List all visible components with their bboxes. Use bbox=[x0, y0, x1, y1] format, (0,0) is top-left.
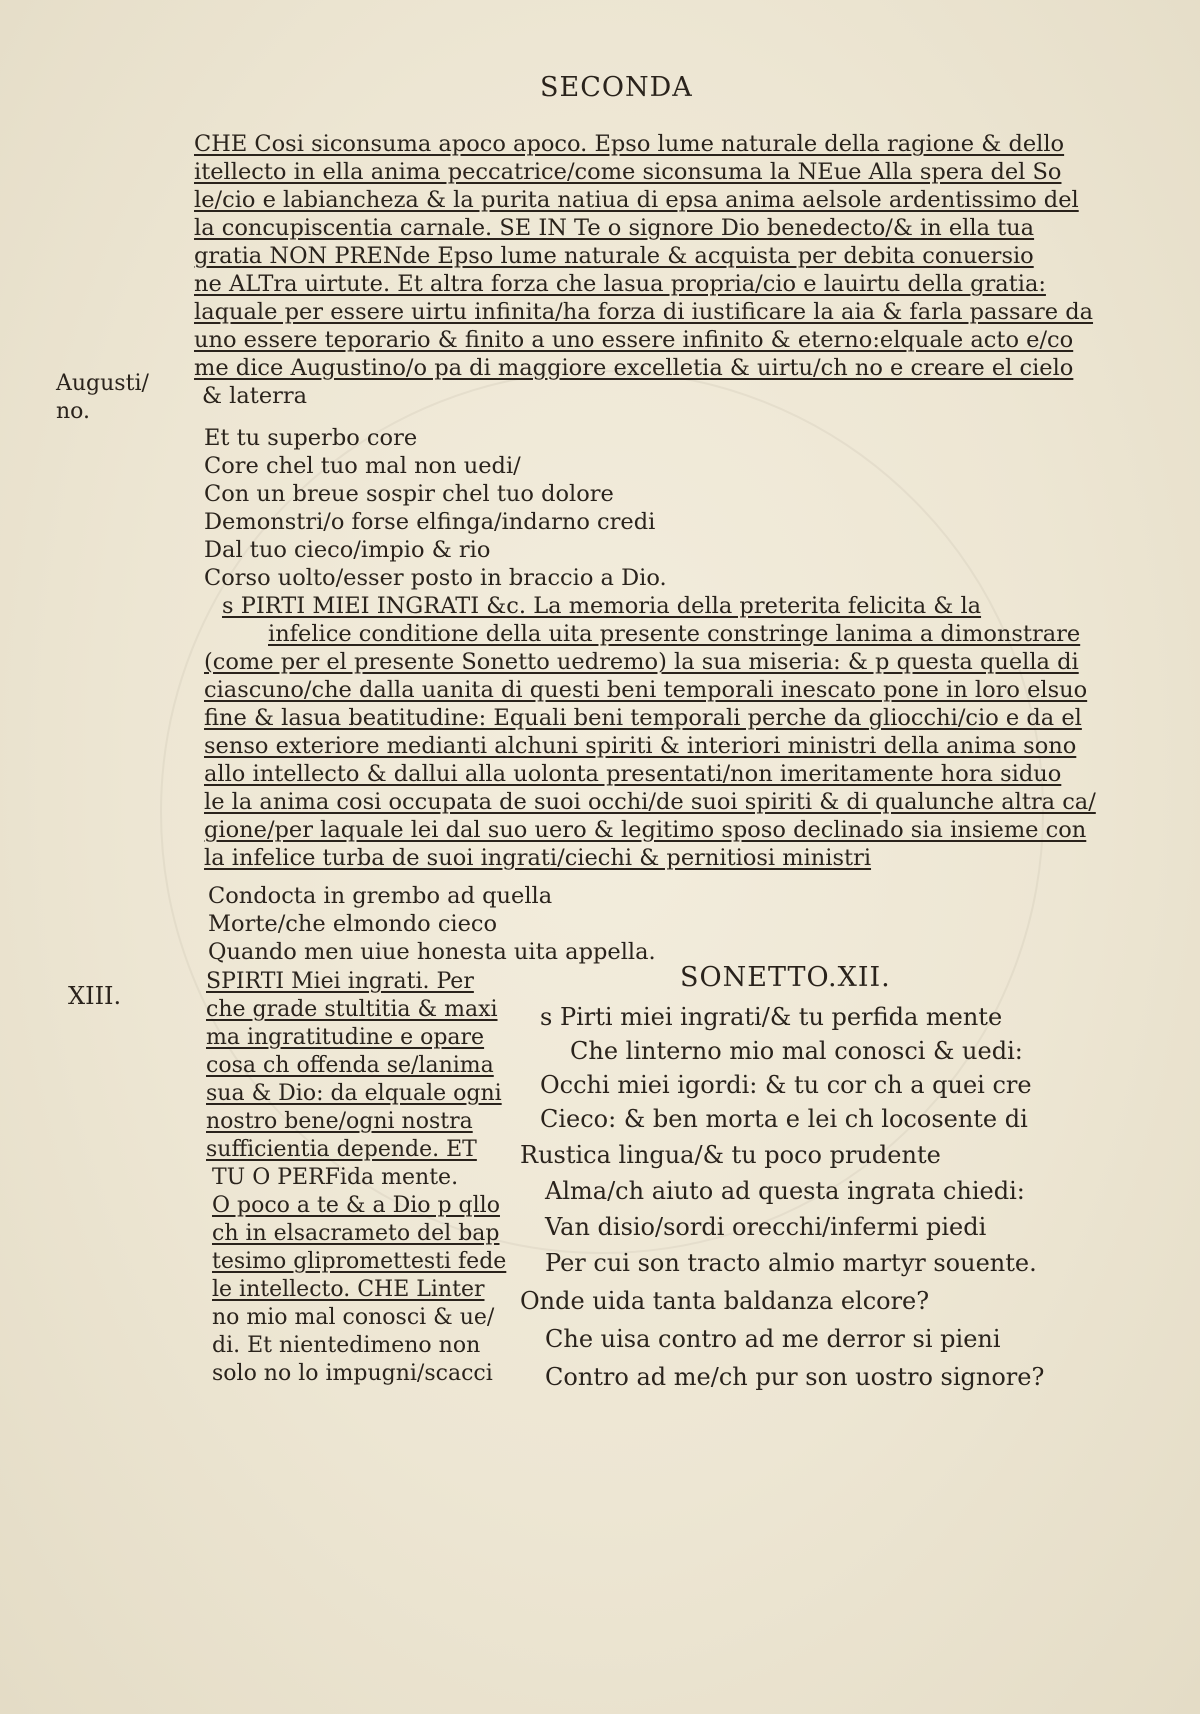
text-line: le la anima cosi occupata de suoi occhi/de suoi spiriti & di qualunche altra ca/ bbox=[204, 789, 1096, 815]
sonnet-line: s Pirti miei ingrati/& tu perfida mente bbox=[540, 1003, 1003, 1031]
verse-line: Quando men uiue honesta uita appella. bbox=[208, 939, 656, 965]
sonnet-line: Alma/ch aiuto ad questa ingrata chiedi: bbox=[545, 1177, 1025, 1205]
text-line: TU O PERFida mente. bbox=[212, 1165, 459, 1190]
text-line: (come per el presente Sonetto uedremo) la sua miseria: & p questa quella di bbox=[204, 649, 1079, 675]
sonnet-line: Cieco: & ben morta e lei ch locosente di bbox=[540, 1105, 1028, 1133]
text-line: ciascuno/che dalla uanita di questi beni temporali inescato pone in loro elsuo bbox=[204, 677, 1088, 703]
text-line: ch in elsacrameto del bap bbox=[212, 1221, 500, 1246]
text-line: allo intellecto & dallui alla uolonta presentati/non imeritamente hora siduo bbox=[204, 761, 1062, 787]
sonnet-line: Per cui son tracto almio martyr souente. bbox=[545, 1249, 1037, 1277]
verse-line: Morte/che elmondo cieco bbox=[208, 911, 498, 937]
text-line: s PIRTI MIEI INGRATI &c. La memoria della preterita felicita & la bbox=[222, 593, 982, 619]
text-line: sua & Dio: da elquale ogni bbox=[206, 1081, 502, 1106]
text-line: uno essere teporario & finito a uno essere infinito & eterno:elquale acto e/co bbox=[194, 327, 1074, 353]
text-line: fine & lasua beatitudine: Equali beni temporali perche da gliocchi/cio e da el bbox=[204, 705, 1082, 731]
text-line: che grade stultitia & maxi bbox=[206, 997, 498, 1022]
text-line: SPIRTI Miei ingrati. Per bbox=[206, 969, 474, 994]
text-line: gratia NON PRENde Epso lume naturale & acquista per debita conuersio bbox=[194, 243, 1034, 269]
text-line: laquale per essere uirtu infinita/ha forza di iustificare la aia & farla passare da bbox=[194, 299, 1094, 325]
text-line: sufficientia depende. ET bbox=[206, 1137, 477, 1162]
verse-line: Dal tuo cieco/impio & rio bbox=[204, 537, 491, 563]
text-line: cosa ch offenda se/lanima bbox=[206, 1053, 494, 1078]
text-line: gione/per laquale lei dal suo uero & legitimo sposo declinado sia insieme con bbox=[204, 817, 1087, 843]
text-line: O poco a te & a Dio p qllo bbox=[212, 1193, 500, 1218]
sonnet-line: Rustica lingua/& tu poco prudente bbox=[520, 1141, 941, 1169]
text-line: senso exteriore medianti alchuni spiriti & interiori ministri della anima sono bbox=[204, 733, 1077, 759]
sonnet-line: Van disio/sordi orecchi/infermi piedi bbox=[545, 1213, 987, 1241]
text-line: la infelice turba de suoi ingrati/ciechi & pernitiosi ministri bbox=[204, 845, 872, 871]
text-line: me dice Augustino/o pa di maggiore excelletia & uirtu/ch no e creare el cielo bbox=[194, 355, 1074, 381]
sonnet-line: Che uisa contro ad me derror si pieni bbox=[545, 1325, 1001, 1353]
sonnet-line: Contro ad me/ch pur son uostro signore? bbox=[545, 1363, 1045, 1391]
text-line: le/cio e labiancheza & la purita natiua di epsa anima aelsole ardentissimo del bbox=[194, 187, 1079, 213]
sonnet-line: Che linterno mio mal conosci & uedi: bbox=[570, 1037, 1023, 1065]
text-line: itellecto in ella anima peccatrice/come siconsuma la NEue Alla spera del So bbox=[194, 159, 1062, 185]
verse-line: Demonstri/o forse elfinga/indarno credi bbox=[204, 509, 656, 535]
verse-line: Core chel tuo mal non uedi/ bbox=[204, 453, 521, 479]
margin-note-augustino: Augusti/ bbox=[56, 371, 149, 396]
running-title: SECONDA bbox=[540, 72, 693, 103]
margin-note-augustino-end: no. bbox=[56, 399, 91, 424]
text-line: la concupiscentia carnale. SE IN Te o signore Dio benedecto/& in ella tua bbox=[194, 215, 1035, 241]
text-line: tesimo glipromettesti fede bbox=[212, 1249, 507, 1274]
text-line: nostro bene/ogni nostra bbox=[206, 1109, 473, 1134]
text-line: & laterra bbox=[202, 383, 308, 409]
text-line: no mio mal conosci & ue/ bbox=[212, 1305, 495, 1330]
verse-line: Con un breue sospir chel tuo dolore bbox=[204, 481, 614, 507]
verse-line: Corso uolto/esser posto in braccio a Dio. bbox=[204, 565, 667, 591]
verse-line: Et tu superbo core bbox=[204, 425, 418, 451]
text-line: CHE Cosi siconsuma apoco apoco. Epso lume naturale della ragione & dello bbox=[194, 131, 1065, 157]
text-line: le intellecto. CHE Linter bbox=[212, 1277, 485, 1302]
margin-numeral: XIII. bbox=[68, 982, 122, 1010]
verse-line: Condocta in grembo ad quella bbox=[208, 883, 553, 909]
text-line: di. Et nientedimeno non bbox=[212, 1333, 481, 1358]
sonnet-title: SONETTO.XII. bbox=[680, 962, 891, 993]
text-line: infelice conditione della uita presente constringe lanima a dimonstrare bbox=[268, 621, 1081, 647]
sonnet-line: Onde uida tanta baldanza elcore? bbox=[520, 1287, 930, 1315]
text-line: ne ALTra uirtute. Et altra forza che lasua propria/cio e lauirtu della gratia: bbox=[194, 271, 1046, 297]
text-line: solo no lo impugni/scacci bbox=[212, 1361, 493, 1386]
sonnet-line: Occhi miei igordi: & tu cor ch a quei cre bbox=[540, 1071, 1032, 1099]
text-line: ma ingratitudine e opare bbox=[206, 1025, 485, 1050]
